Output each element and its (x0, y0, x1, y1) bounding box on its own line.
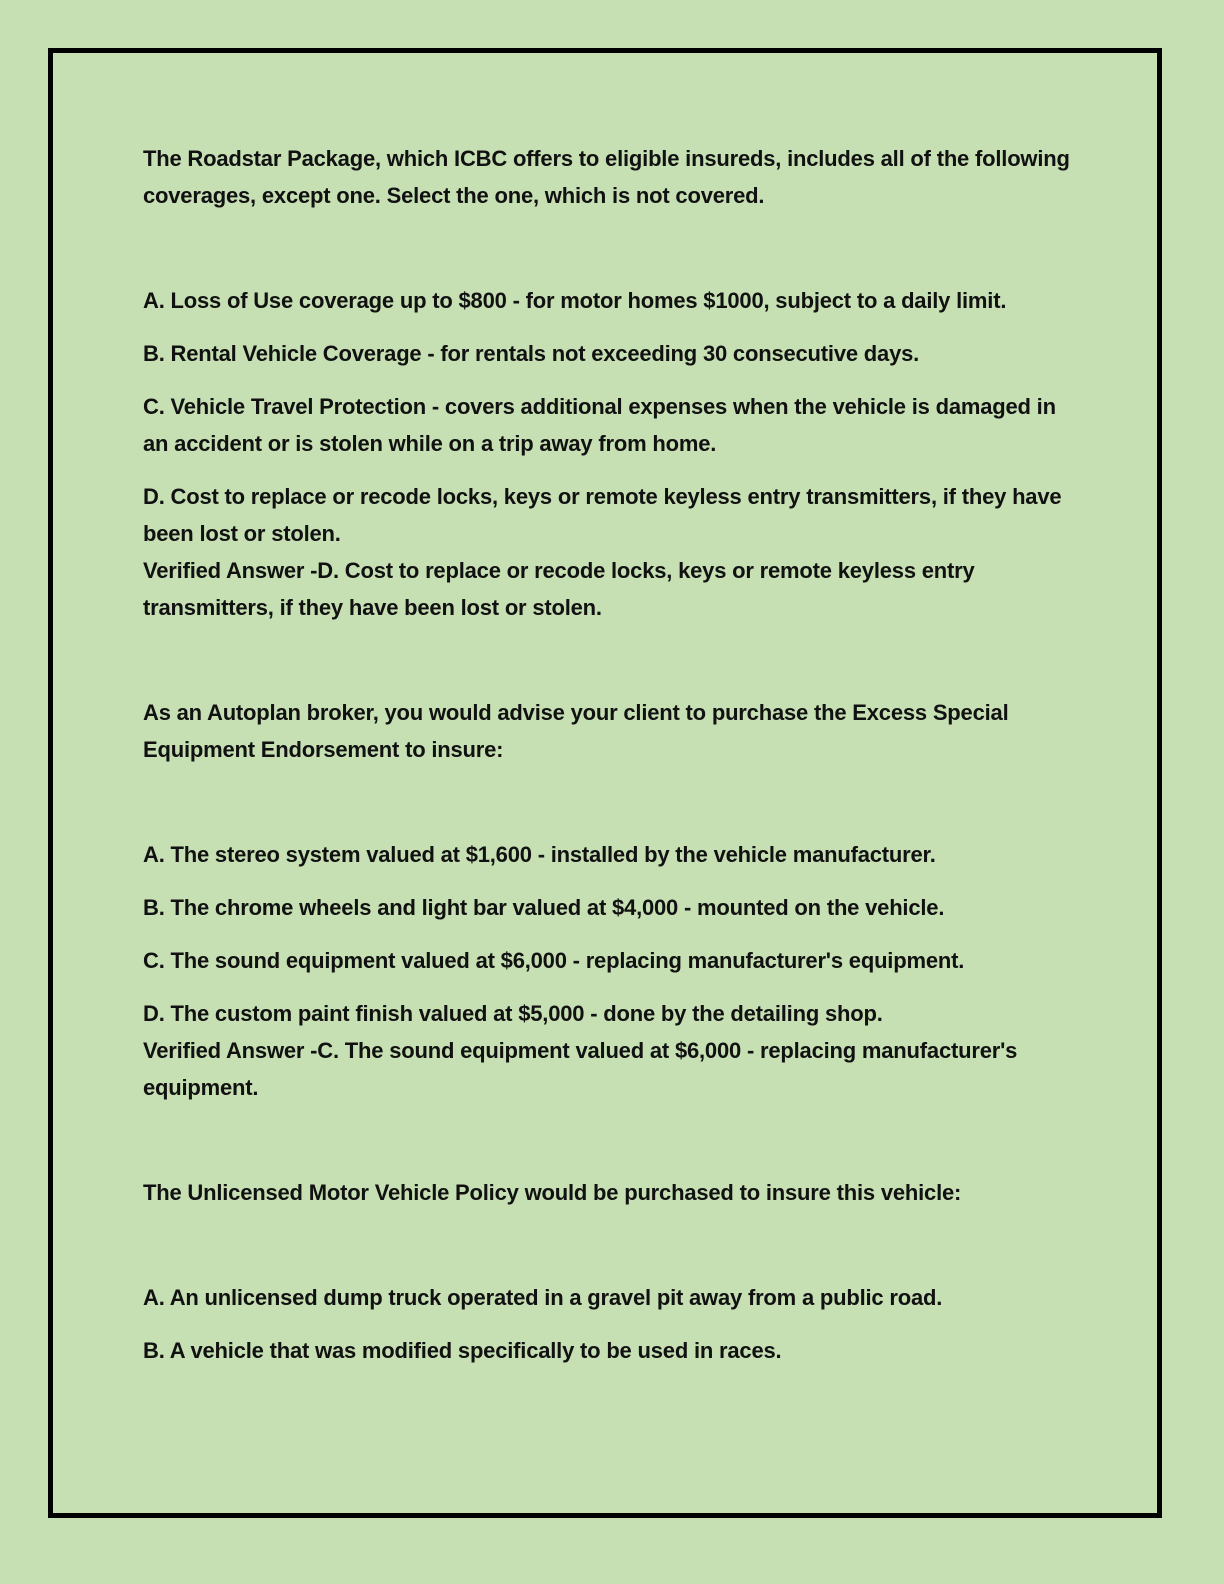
question-block-2 (143, 694, 1083, 1106)
verified-answer: Verified Answer -C. The sound equipment valued at $6,000 - replacing manufacturer's equipment. (143, 1038, 1018, 1100)
option-c: C. The sound equipment valued at $6,000 - replacing manufacturer's equipment. (143, 948, 965, 973)
option-d: D. Cost to replace or recode locks, keys or remote keyless entry transmitters, if they have been lost or stolen. (143, 484, 1062, 546)
option-a: A. Loss of Use coverage up to $800 - for motor homes $1000, subject to a daily limit. (143, 288, 1007, 313)
question-block-3 (143, 1174, 1083, 1369)
option-list (143, 836, 1083, 1032)
option-a: A. The stereo system valued at $1,600 - installed by the vehicle manufacturer. (143, 842, 936, 867)
document-body (143, 140, 1083, 1369)
question-block-1 (143, 140, 1083, 626)
option-b: B. A vehicle that was modified specifically to be used in races. (143, 1338, 782, 1363)
option-c: C. Vehicle Travel Protection - covers additional expenses when the vehicle is damaged in an accident or is stolen while on a trip away from home. (143, 394, 1056, 456)
option-a: A. An unlicensed dump truck operated in a gravel pit away from a public road. (143, 1285, 943, 1310)
option-list (143, 1279, 1083, 1369)
verified-answer: Verified Answer -D. Cost to replace or recode locks, keys or remote keyless entry transmitters, if they have been lost or stolen. (143, 558, 975, 620)
option-list (143, 282, 1083, 552)
option-d: D. The custom paint finish valued at $5,000 - done by the detailing shop. (143, 1001, 883, 1026)
question-text: The Roadstar Package, which ICBC offers to eligible insureds, includes all of the following coverages, except one. Select the one, which is not covered. (143, 146, 1070, 208)
question-text: The Unlicensed Motor Vehicle Policy would be purchased to insure this vehicle: (143, 1180, 962, 1205)
option-b: B. Rental Vehicle Coverage - for rentals not exceeding 30 consecutive days. (143, 341, 920, 366)
question-text: As an Autoplan broker, you would advise your client to purchase the Excess Special Equipment Endorsement to insure: (143, 700, 1009, 762)
option-b: B. The chrome wheels and light bar valued at $4,000 - mounted on the vehicle. (143, 895, 945, 920)
